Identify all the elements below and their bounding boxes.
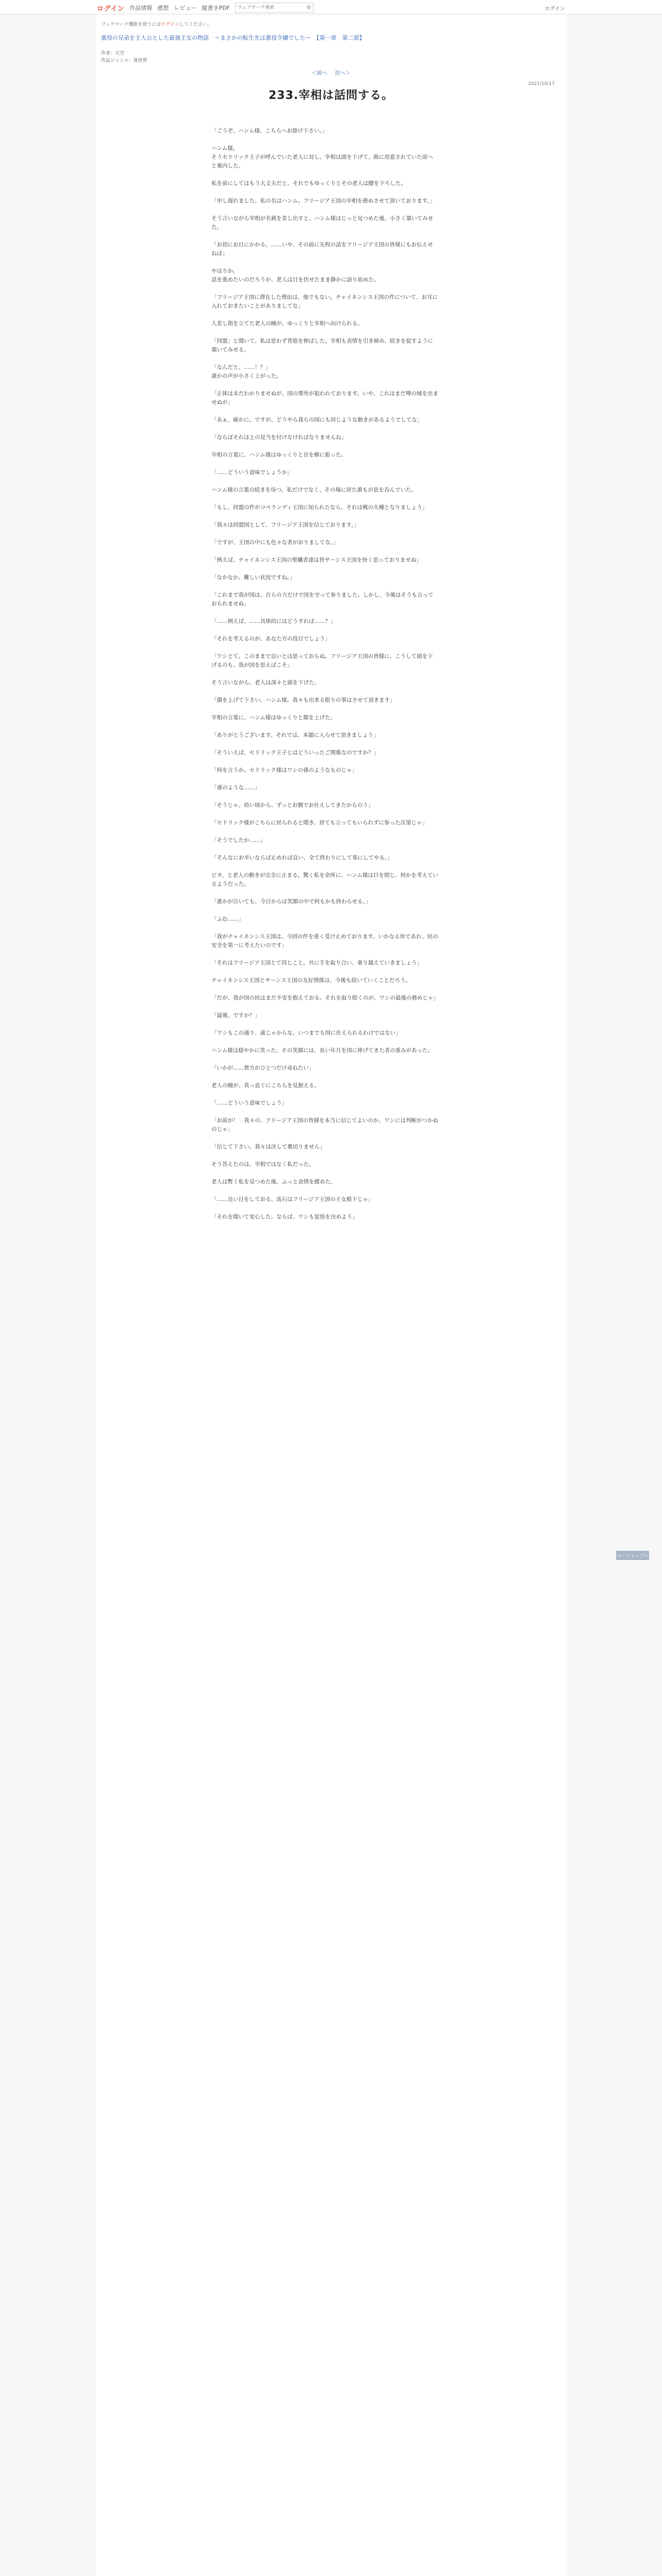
body-paragraph: 「それを聞いて安心した。ならば、ワシも覚悟を決めよう」 [211,1214,358,1220]
nav-work-info[interactable]: 作品情報 [129,5,153,11]
body-paragraph: 「お初にお目にかかる。……いや、その前に先程の話をフリージア王国の皆様にもお伝えせねば」 [211,242,433,257]
body-paragraph: 「顔を上げて下さい、ハンム様。我々も出来る限りの事はさせて頂きます」 [211,697,395,703]
bookmark-notice [101,21,212,27]
body-paragraph: 「あぁ、確かに。ですが、どうやら我らの国にも同じような動きがあるようでしてな」 [211,417,423,423]
body-paragraph: 「信じて下さい。我々は決して裏切りません」 [211,1144,325,1150]
body-paragraph: 「ふむ……」 [211,916,244,922]
author-label: 作者： [101,51,115,56]
body-paragraph: ピタ、と老人の動きが完全に止まる。驚く私を余所に、ハンム様は目を閉じ、何かを考えているようだった。 [211,872,438,887]
notice-post: してください。 [179,22,212,27]
body-paragraph: 「同盟」と聞いて、私は思わず背筋を伸ばした。宰相も表情を引き締め、続きを促すように頷いてみせる。 [211,338,433,353]
body-paragraph: 「最後、ですか？」 [211,1012,260,1019]
top-navigation-bar [0,0,662,14]
body-paragraph: やはりか。 話を進めたいのだろうか、老人は目を伏せたまま静かに語り始めた。 [211,268,379,283]
body-paragraph: チャイネンシス王国とサーシス王国の友好関係は、今後も続いていくことだろう。 [211,977,411,984]
nav-comments[interactable]: 感想 [157,5,169,11]
scroll-to-top-button[interactable]: ページトップへ [616,1551,649,1560]
prev-episode-link[interactable]: ＜前へ [311,71,327,76]
body-paragraph: 「……例えば、……具体的にはどうすれば……？」 [211,618,336,624]
body-paragraph: ハンム様。 そうセドリック王子が呼んでいた老人に対し、宰相は頭を下げて、既に用意されていた席へと案内した。 [211,145,433,169]
body-paragraph: 老人は暫く私を見つめた後、ふっと表情を緩めた。 [211,1179,336,1185]
work-title-link[interactable]: 悪役の兄弟を主人公とした最強王女の物語 ～まさかの転生先は悪役令嬢でした～ 【第一章 第二部】 [101,35,365,41]
body-paragraph: 「ならばそれは上の見当を付けなければなりませんね」 [211,434,347,440]
site-logo[interactable]: ログイン [97,5,125,13]
login-link[interactable]: ログイン [544,6,565,12]
body-paragraph: 「そんなにお辛いならば止めれば良い、全て終わりにして楽にしてやる。」 [211,855,393,861]
body-paragraph: 私を前にしてはもう大丈夫だと、それでもゆっくりとその老人は腰を下ろした。 [211,180,406,187]
body-paragraph: 「フリージア王国に滞在した理由は、他でもない。チャイネンシス王国の件について、お耳に入れておきたいことがありましてな」 [211,294,438,309]
body-paragraph: 「いかが……貴方がひとつだけ尋ねたい」 [211,1065,315,1071]
search-icon[interactable]: ⚲ [307,5,311,11]
body-paragraph: 「そういえば、セドリック王子とはどういったご関係なのですか？」 [211,750,379,756]
body-paragraph: 「これまで我が国は、自らの力だけで国を守って参りました。しかし、今後はそうも言っておられませぬ」 [211,592,434,607]
search-input[interactable] [236,4,305,12]
work-category: 作品ジャンル：異世界 [101,58,147,63]
body-paragraph: 「そうじゃ。幼い頃から、ずっとお側でお仕えしてきたからのう」 [211,802,374,808]
body-paragraph: 「なんだと、……！？」 誰かの声が小さく上がった。 [211,364,282,379]
body-paragraph: 「例えば、チャイネンシス王国の聖職者達は皆サーシス王国を快く思っておりませぬ」 [211,557,422,563]
body-paragraph: 人差し指を立てた老人の瞳が、ゆっくりと宰相へ向けられる。 [211,320,363,327]
body-paragraph: 「それはフリージア王国とて同じこと。共に手を取り合い、乗り越えていきましょう」 [211,960,422,966]
body-paragraph: 「正体は未だわかりませぬが、国の要所が狙われております。いや、これはまだ噂の域を出ませぬが」 [211,391,438,405]
body-paragraph: 「ワシとて、このままで良いとは思っておらぬ。フリージア王国の皆様に、こうして頭を下げるのも、我が国を思えばこそ」 [211,653,433,668]
body-paragraph: 「ワシもこの通り、歳じゃからな。いつまでも国に仕えられるわけではない」 [211,1030,401,1036]
episode-body [211,127,438,1230]
body-paragraph: 宰相の言葉に、ハンム様はゆっくりと顔を上げた。 [211,715,336,721]
body-paragraph: そう言いながら宰相が名刺を差し出すと、ハンム様はじっと見つめた後、小さく頷いてみせた。 [211,215,434,230]
body-paragraph: 「……どういう意味でしょうか」 [211,469,293,476]
notice-login-link[interactable]: ログイン [161,22,179,27]
body-paragraph: 「そうでしたか……」 [211,837,266,843]
author-name[interactable]: 天空 [115,51,125,56]
body-paragraph: 「セドリック様がこちらに居られると聞き、居ても立ってもいられずに参った次第じゃ」 [211,820,428,826]
body-paragraph: 「……良い目をしておる。流石はフリージア王国の王女殿下じゃ」 [211,1196,374,1202]
update-date: 2021/10/17 [528,81,555,87]
nav-vertical-pdf[interactable]: 縦書きPDF [202,5,230,11]
body-paragraph: 「孫のような……」 [211,785,260,791]
body-paragraph: ハンム様は穏やかに笑った。その笑顔には、長い年月を国に捧げてきた者の重みがあった。 [211,1047,433,1054]
body-paragraph: 「……どういう意味でしょう」 [211,1100,287,1106]
next-episode-link[interactable]: 次へ＞ [335,71,351,76]
body-paragraph: 「なかなか、難しい状況ですね。」 [211,574,295,581]
body-paragraph: 宰相の言葉に、ハンム様はゆっくりと首を横に振った。 [211,452,346,458]
pager-top [96,69,566,76]
body-paragraph: 「もし、同盟の件がコペランディ王国に知られたなら、それは戦の火種となりましょう」 [211,504,428,511]
body-paragraph: そう答えたのは、宰相ではなく私だった。 [211,1161,315,1167]
body-paragraph: 「ですが、王国の中にも色々な者がおりましてな。」 [211,539,339,546]
body-paragraph: 老人の瞳が、真っ直ぐにこちらを見据える。 [211,1082,320,1089]
body-paragraph: そう言いながら、老人は深々と頭を下げた。 [211,680,320,686]
body-paragraph: 「ありがとうございます。それでは、本題に入らせて頂きましょう」 [211,732,379,738]
episode-page [96,14,566,2576]
body-paragraph: 「誰かが泣いても、今日からは笑顔の中で何もかも終わらせる。」 [211,899,371,905]
episode-title: 233.宰相は話問する。 [268,89,394,102]
notice-pre: ブックマーク機能を使うには [101,22,161,27]
body-paragraph: 「我がチャイネンシス王国は、今回の件を重く受け止めております。いかなる形であれ、民の安全を第一に考えたいのです」 [211,934,438,948]
search-box [235,3,313,13]
body-paragraph: 「申し遅れました。私の名はハンム。フリージア王国の宰相を務めさせて頂いております。」 [211,198,436,204]
body-paragraph: 「我々は同盟国として、フリージア王国を信じております。」 [211,522,360,528]
body-paragraph: 「だが、我が国の民はまだ不安を抱えておる。それを取り除くのが、ワシの最後の務めじゃ」 [211,995,439,1001]
body-paragraph: ハンム様の言葉の続きを待つ。私だけでなく、その場に居た誰もが息を呑んでいた。 [211,487,417,493]
body-paragraph: 「ごうぞ、ハンム様、こちらへお掛け下さい。」 [211,128,328,134]
nav-review[interactable]: レビュー [174,5,197,11]
body-paragraph: 「何を言うか。セドリック様はワシの孫のようなものじゃ」 [211,767,358,773]
body-paragraph: 「それを考えるのが、あなた方の役目でしょう」 [211,636,330,642]
work-meta [101,49,124,56]
body-paragraph: 「お前が！ 我々の、フリージア王国の皆様を本当に信じてよいのか、ワシには判断がつかぬのじゃ」 [211,1117,438,1132]
